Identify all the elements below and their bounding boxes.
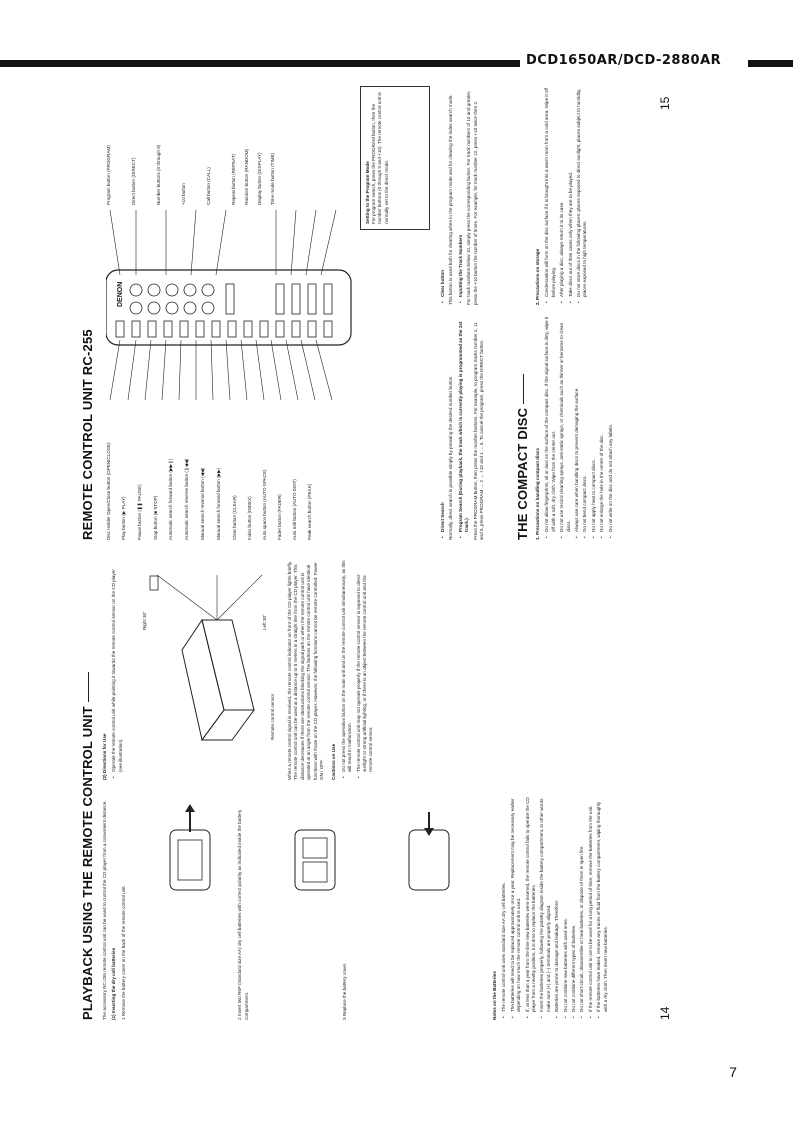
notes-title: Notes on the Batteries (492, 971, 497, 1020)
program-mode-box (360, 86, 430, 230)
callout-program: Program button (PROGRAM) (106, 145, 111, 205)
inputting-title: • Inputting the Track Numbers (458, 80, 464, 305)
callout-play: Play button (▶ PLAY) (121, 496, 126, 540)
note-item: • Do not combine new batteries with used ones. (563, 795, 569, 1020)
section-2-title: (2) Directions for Use (102, 733, 107, 780)
handling-item: • Do not enlarge the hole in the center of the disc. (599, 315, 605, 540)
compact-storage (535, 80, 591, 305)
use-text: When a remote control signal is received, the remote control indicator on front of the CD player lights briefly. The remote control unit can be used at a distance up to 8 meters in a straight line from the CD player. This distance decreases if there are obstructions blocking the signal path or when the remote control unit is operated at an angle from the remote control sensor. The buttons on the remote control unit have identical functions with those on the CD player. However, the following functions cannot be remote controlled: Power ON / OFF. (287, 561, 325, 780)
page-14-number: 14 (658, 1006, 672, 1020)
page-15 (60, 70, 690, 550)
search-section (440, 315, 488, 540)
direct-search-text: Normally, direct search is possible simply by pressing the desired number button. (448, 375, 454, 540)
step-2: 2 Insert two R6P (standard size AA) dry cell batteries with correct polarity as indicated inside the battery compartment. (237, 809, 249, 1020)
storage-item: • After playing a disc, always return it to its case. (559, 80, 565, 305)
callout-auto-space: Auto space button (AUTO SPACE) (262, 469, 267, 540)
compact-handling (535, 315, 616, 540)
header-rule-left (0, 60, 520, 67)
callout-call: Call button (CALL) (206, 167, 211, 205)
caution-item: • Do not press the operation button on the main unit and on the remote control unit simultaneously, as this will result in malfunction. (341, 560, 354, 780)
note-item: • Batteries are prone to damage and leakage. Therefore: (554, 795, 560, 1020)
rotated-spread (60, 70, 690, 1030)
callout-plus10: +10 button (181, 183, 186, 205)
battery-cover-illustration (140, 800, 250, 910)
remote-brand: DENON (117, 281, 124, 307)
clear-text: This button is used both for clearing when in the program mode and for clearing the index search mode. (448, 94, 454, 305)
handling-item: • Do not use record cleaning sprays, anti-static sprays, or chemicals such as thinner or benzene to clean discs. (559, 315, 572, 540)
callout-peak: Peak search button (PEAK) (307, 483, 312, 540)
callout-direct: Direct button (DIRECT) (131, 157, 136, 205)
callout-stop: Stop button (■ STOP) (153, 495, 158, 540)
compact-2-title: 2. Precautions on storage (535, 248, 540, 305)
box-title: Setting to the Program Mode (365, 161, 370, 224)
direct-search-title: • Direct Search (440, 315, 446, 540)
sensor-label: Remote control sensor (270, 693, 275, 740)
step-1: 1 Remove the battery cover on the back of the remote control unit. (120, 885, 126, 1020)
angle-left-label: Left 30° (262, 614, 267, 630)
left-callouts (106, 400, 322, 540)
note-item: • Do not combine different types of batteries. (571, 795, 577, 1020)
handling-item: • Do not apply heat to compact discs. (591, 315, 597, 540)
storage-item: • Condensation will form on the disc surface if it is brought into a warm room from a cold area. Wipe it off before playing. (544, 80, 557, 305)
directions-section (102, 560, 374, 780)
box-text: For program search, press the PROGRAM button, then the number buttons (0 through 9 and +10). The remote control unit is normally set to the direct mode. (371, 92, 389, 224)
callout-auto-reverse: Automatic search reverse button (❙◀◀) (184, 458, 189, 540)
handling-item: • Do not bend compact discs. (582, 315, 588, 540)
note-item: • If the batteries have leaked, remove any traces of fluid from the battery compartment, wiping thoroughly with a dry cloth. Then insert new batteries. (596, 795, 609, 1020)
note-item: • Insert the batteries properly, following the polarity diagram inside the battery compartment, in other words make sure (+) and (−) terminals are properly aligned. (539, 795, 552, 1020)
page-14-column (80, 560, 640, 1020)
callout-random: Random button (RANDOM) (244, 148, 249, 205)
model-title: DCD1650AR/DCD-2880AR (526, 53, 722, 68)
right-callouts (106, 80, 283, 205)
inputting-text: For track numbers below 10, simply press the corresponding button. For track numbers of 10 and greater, press the +10 button the number of times. For example, for track number 22, press +10 twice then 2. (466, 90, 478, 305)
page-15-title: REMOTE CONTROL UNIT RC-255 (80, 329, 95, 540)
callout-manual-forward: Manual search forward button (▶▶) (216, 467, 221, 540)
page-14-title: PLAYBACK USING THE REMOTE CONTROL UNIT (80, 560, 95, 1020)
program-search-text: Press the PROGRAM button, then press the number buttons. For example, to program tracks number 2, 11 and 5, press PROGRAM → 2 → +10 and 1 → 5. To cancel the program, press the DIRECT button. (472, 322, 485, 540)
remote-diagram (106, 80, 356, 540)
callout-display: Display button (DISPLAY) (257, 152, 262, 205)
note-item: • If the remote control unit is not to be used for a long period of time, remove the batteries from the unit. (588, 795, 594, 1020)
note-item: • The remote control unit uses standard size AA dry cell batteries. (501, 795, 507, 1020)
step-3: 3 Replace the battery cover. (342, 962, 348, 1020)
compact-1-title: 1. Precautions on handling compact discs (535, 448, 540, 540)
page-14 (60, 550, 690, 1030)
handling-item: • Do not allow fingerprints, oil or dust on the surface of the compact disc. If the signal surface is dirty, wipe it off with a soft, dry cloth. Wipe from the center out. (544, 315, 557, 540)
storage-item: • Take discs out of their cases only when they are to be played. (568, 80, 574, 305)
callout-numbers: Number buttons (0 through 9) (156, 144, 161, 205)
replace-cover-illustration (384, 800, 484, 910)
remote-control-drawing (106, 210, 356, 400)
cautions-title: Cautions on Use (331, 743, 337, 780)
callout-time: Time mode button (TIME) (270, 152, 275, 205)
callout-pause: Pause button (❚❚ PAUSE) (137, 484, 142, 540)
callout-open-close: Disc Holder Open/Close button (OPEN/CLOSE) (106, 442, 111, 540)
callout-manual-reverse: Manual search reverse button (◀◀) (200, 467, 205, 540)
page-15-number: 15 (658, 96, 672, 110)
caution-item: • The remote control unit may not operate properly if the remote control sensor is exposed to direct sunlight or strong artificial lighting, or if there is an object between the remote control unit and the remote control sensor. (356, 560, 375, 780)
callout-fader: Fader button (FADER) (277, 494, 282, 540)
handling-item: • Do not write on the disc and do not attach any labels. (608, 315, 614, 540)
compact-disc-title: THE COMPACT DISC (515, 374, 530, 540)
storage-item: • Do not store discs in the following places: places exposed to direct sunlight, places subject to humidity, places exposed to high temperatures. (576, 80, 589, 305)
clear-section (440, 80, 482, 305)
note-item: • Do not short-circuit, disassemble or heat batteries, or dispose of them in open fire. (579, 795, 585, 1020)
page-number: 7 (729, 1064, 737, 1080)
angle-right-label: Right 30° (142, 611, 147, 630)
section-1-title: (1) Inserting the dry cell batteries (111, 947, 117, 1020)
intro-text: The accessory RC-255 remote control unit can be used to control the CD player from a convenient distance. (102, 800, 107, 1020)
callout-auto-forward: Automatic search forward button (▶▶❙) (168, 458, 173, 540)
usage-text-block (287, 560, 377, 780)
battery-notes (492, 795, 611, 1020)
header-rule-right (748, 60, 793, 67)
insert-batteries-illustration (270, 800, 370, 910)
callout-auto-edit: Auto edit button (AUTO EDIT) (292, 479, 297, 540)
program-search-title: • Program Search (During playback, the track which is currently playing is programmed as the 1st track.) (458, 315, 471, 540)
note-item: • The batteries will need to be replaced approximately once a year. Replacement may be necessary earlier depending on how much the remote control unit is used. (510, 795, 523, 1020)
callout-repeat: Repeat button (REPEAT) (231, 153, 236, 205)
clear-title: • Clear button (440, 80, 446, 305)
batteries-section (102, 795, 608, 1020)
directions-text: • Operate the remote control unit while pointing it towards the remote control sensor on the CD player (see illustration). (111, 560, 124, 780)
cd-player-angle-illustration (142, 570, 272, 760)
callout-clear: Clear button (CLEAR) (232, 495, 237, 540)
handling-item: • Always use care when handling discs to prevent damaging the surface. (574, 315, 580, 540)
callout-index: Index button (INDEX) (247, 496, 252, 540)
note-item: • If, at less than a year from the time new batteries were inserted, the remote control fails to operate the CD player from a nearby position, it is time to replace the batteries. (525, 795, 538, 1020)
